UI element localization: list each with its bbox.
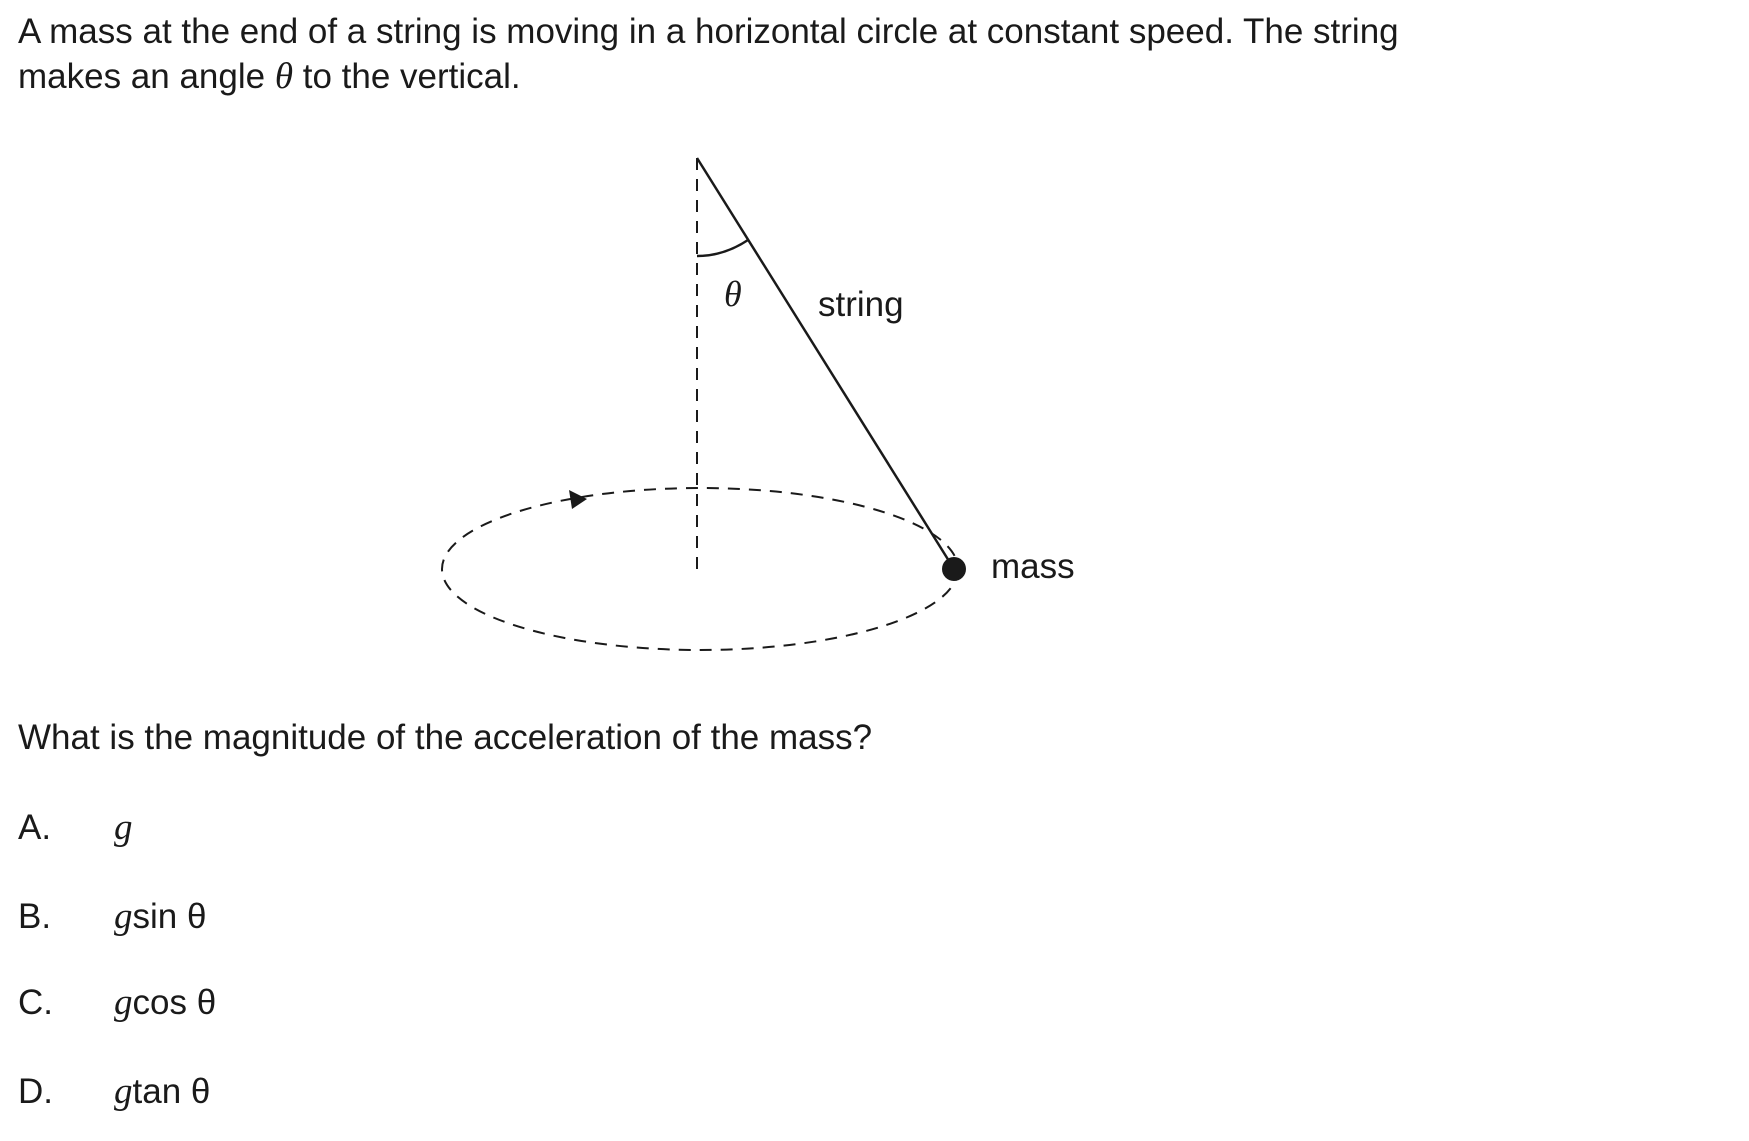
option-c-g: g (114, 982, 133, 1023)
option-c-text (114, 983, 216, 1023)
circular-path (442, 488, 958, 650)
question-line-2-end: to the vertical. (293, 57, 521, 96)
option-a-letter: A. (18, 808, 52, 847)
question-line-1: A mass at the end of a string is moving in a horizontal circle at constant speed. The string (18, 12, 1399, 51)
angle-arc (697, 240, 748, 256)
direction-arrow (569, 490, 587, 509)
option-d-rest: tan θ (132, 1072, 211, 1111)
question-line-2-start: makes an angle (18, 57, 275, 96)
angle-label: θ (724, 274, 742, 314)
string-label: string (818, 285, 904, 324)
option-b-letter: B. (18, 897, 52, 936)
prompt-text: What is the magnitude of the acceleration of the mass? (18, 718, 873, 757)
option-a-g: g (114, 807, 133, 848)
option-a-text (114, 808, 133, 848)
string-line (697, 158, 954, 569)
option-c-letter: C. (18, 983, 53, 1022)
theta-symbol: θ (274, 56, 294, 97)
option-d-letter: D. (18, 1072, 53, 1111)
option-b-text (114, 897, 206, 937)
option-d-g: g (114, 1071, 133, 1112)
option-c-rest: cos θ (132, 983, 217, 1022)
option-b-rest: sin θ (132, 897, 207, 936)
option-b-g: g (114, 896, 133, 937)
mass-dot (942, 557, 966, 581)
mass-label: mass (991, 547, 1075, 586)
option-d-text (114, 1072, 210, 1112)
